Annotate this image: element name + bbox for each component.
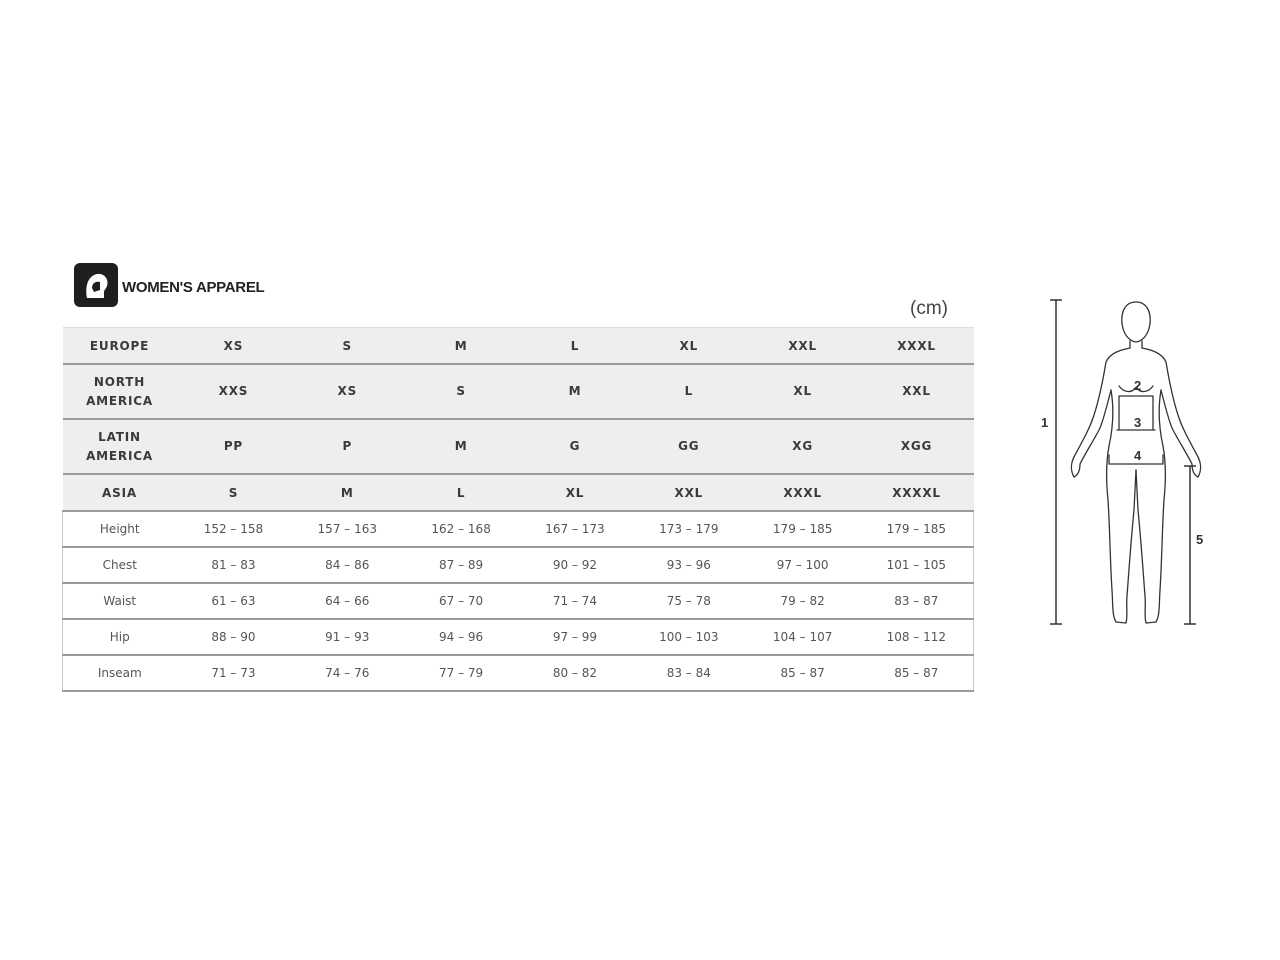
- height-marker-label: 1: [1041, 415, 1049, 430]
- size-cell: L: [518, 328, 632, 365]
- size-cell: XG: [746, 419, 860, 474]
- body-measurement-diagram: [1036, 290, 1236, 636]
- measurement-cell: 97 – 99: [518, 619, 632, 655]
- measurement-cell: 97 – 100: [746, 547, 860, 583]
- measurement-cell: 94 – 96: [404, 619, 518, 655]
- size-cell: XL: [746, 364, 860, 419]
- row-label: ASIA: [63, 474, 177, 511]
- row-label: NORTH AMERICA: [63, 364, 177, 419]
- row-label: Waist: [63, 583, 177, 619]
- measurement-cell: 90 – 92: [518, 547, 632, 583]
- size-cell: PP: [177, 419, 291, 474]
- measurement-cell: 83 – 84: [632, 655, 746, 691]
- measurement-cell: 101 – 105: [860, 547, 974, 583]
- size-cell: XXL: [746, 328, 860, 365]
- size-cell: M: [290, 474, 404, 511]
- measurement-cell: 93 – 96: [632, 547, 746, 583]
- page-title: WOMEN'S APPAREL: [122, 278, 265, 296]
- size-cell: S: [290, 328, 404, 365]
- waist-marker-label: 3: [1134, 415, 1142, 430]
- measurement-cell: 104 – 107: [746, 619, 860, 655]
- size-cell: S: [404, 364, 518, 419]
- measurement-cell: 75 – 78: [632, 583, 746, 619]
- measurement-row-waist: [63, 583, 974, 619]
- row-label: Hip: [63, 619, 177, 655]
- size-cell: S: [177, 474, 291, 511]
- measurement-cell: 91 – 93: [290, 619, 404, 655]
- size-cell: XXL: [860, 364, 974, 419]
- measurement-row-inseam: [63, 655, 974, 691]
- measurement-row-hip: [63, 619, 974, 655]
- page-header: [74, 262, 264, 308]
- measurement-cell: 74 – 76: [290, 655, 404, 691]
- measurement-cell: 84 – 86: [290, 547, 404, 583]
- size-cell: XGG: [860, 419, 974, 474]
- measurement-row-height: [63, 511, 974, 547]
- measurement-cell: 79 – 82: [746, 583, 860, 619]
- inseam-marker-label: 5: [1196, 532, 1204, 547]
- size-cell: L: [404, 474, 518, 511]
- size-cell: XXL: [632, 474, 746, 511]
- measurement-cell: 83 – 87: [860, 583, 974, 619]
- size-cell: XXXL: [746, 474, 860, 511]
- measurement-cell: 61 – 63: [177, 583, 291, 619]
- size-cell: M: [518, 364, 632, 419]
- size-cell: M: [404, 328, 518, 365]
- chest-marker-label: 2: [1134, 378, 1142, 393]
- measurement-cell: 87 – 89: [404, 547, 518, 583]
- measurement-cell: 67 – 70: [404, 583, 518, 619]
- row-label: Height: [63, 511, 177, 547]
- measurement-cell: 85 – 87: [746, 655, 860, 691]
- measurement-cell: 108 – 112: [860, 619, 974, 655]
- measurement-cell: 100 – 103: [632, 619, 746, 655]
- measurement-cell: 64 – 66: [290, 583, 404, 619]
- size-cell: GG: [632, 419, 746, 474]
- size-row-north-america: [63, 364, 974, 419]
- measurement-cell: 179 – 185: [746, 511, 860, 547]
- measurement-cell: 71 – 73: [177, 655, 291, 691]
- row-label: EUROPE: [63, 328, 177, 365]
- size-row-latin-america: [63, 419, 974, 474]
- size-cell: XXXL: [860, 328, 974, 365]
- hip-marker-label: 4: [1134, 448, 1142, 463]
- measurement-cell: 179 – 185: [860, 511, 974, 547]
- size-cell: XXXXL: [860, 474, 974, 511]
- row-label: Inseam: [63, 655, 177, 691]
- measurement-cell: 167 – 173: [518, 511, 632, 547]
- measurement-cell: 162 – 168: [404, 511, 518, 547]
- size-cell: L: [632, 364, 746, 419]
- size-cell: XS: [290, 364, 404, 419]
- row-label: LATIN AMERICA: [63, 419, 177, 474]
- size-cell: XXS: [177, 364, 291, 419]
- measurement-cell: 88 – 90: [177, 619, 291, 655]
- female-body-outline-icon: [1036, 290, 1236, 636]
- measurement-cell: 157 – 163: [290, 511, 404, 547]
- size-row-asia: [63, 474, 974, 511]
- size-cell: XS: [177, 328, 291, 365]
- measurement-cell: 80 – 82: [518, 655, 632, 691]
- head-profile-icon: [74, 263, 118, 307]
- size-cell: G: [518, 419, 632, 474]
- size-cell: P: [290, 419, 404, 474]
- row-label: Chest: [63, 547, 177, 583]
- size-cell: XL: [518, 474, 632, 511]
- measurement-cell: 85 – 87: [860, 655, 974, 691]
- measurement-cell: 71 – 74: [518, 583, 632, 619]
- size-cell: M: [404, 419, 518, 474]
- measurement-cell: 152 – 158: [177, 511, 291, 547]
- measurement-cell: 81 – 83: [177, 547, 291, 583]
- size-chart-table: [62, 327, 974, 692]
- measurement-cell: 77 – 79: [404, 655, 518, 691]
- size-row-europe: [63, 328, 974, 365]
- unit-label: (cm): [910, 298, 948, 319]
- size-cell: XL: [632, 328, 746, 365]
- measurement-row-chest: [63, 547, 974, 583]
- measurement-cell: 173 – 179: [632, 511, 746, 547]
